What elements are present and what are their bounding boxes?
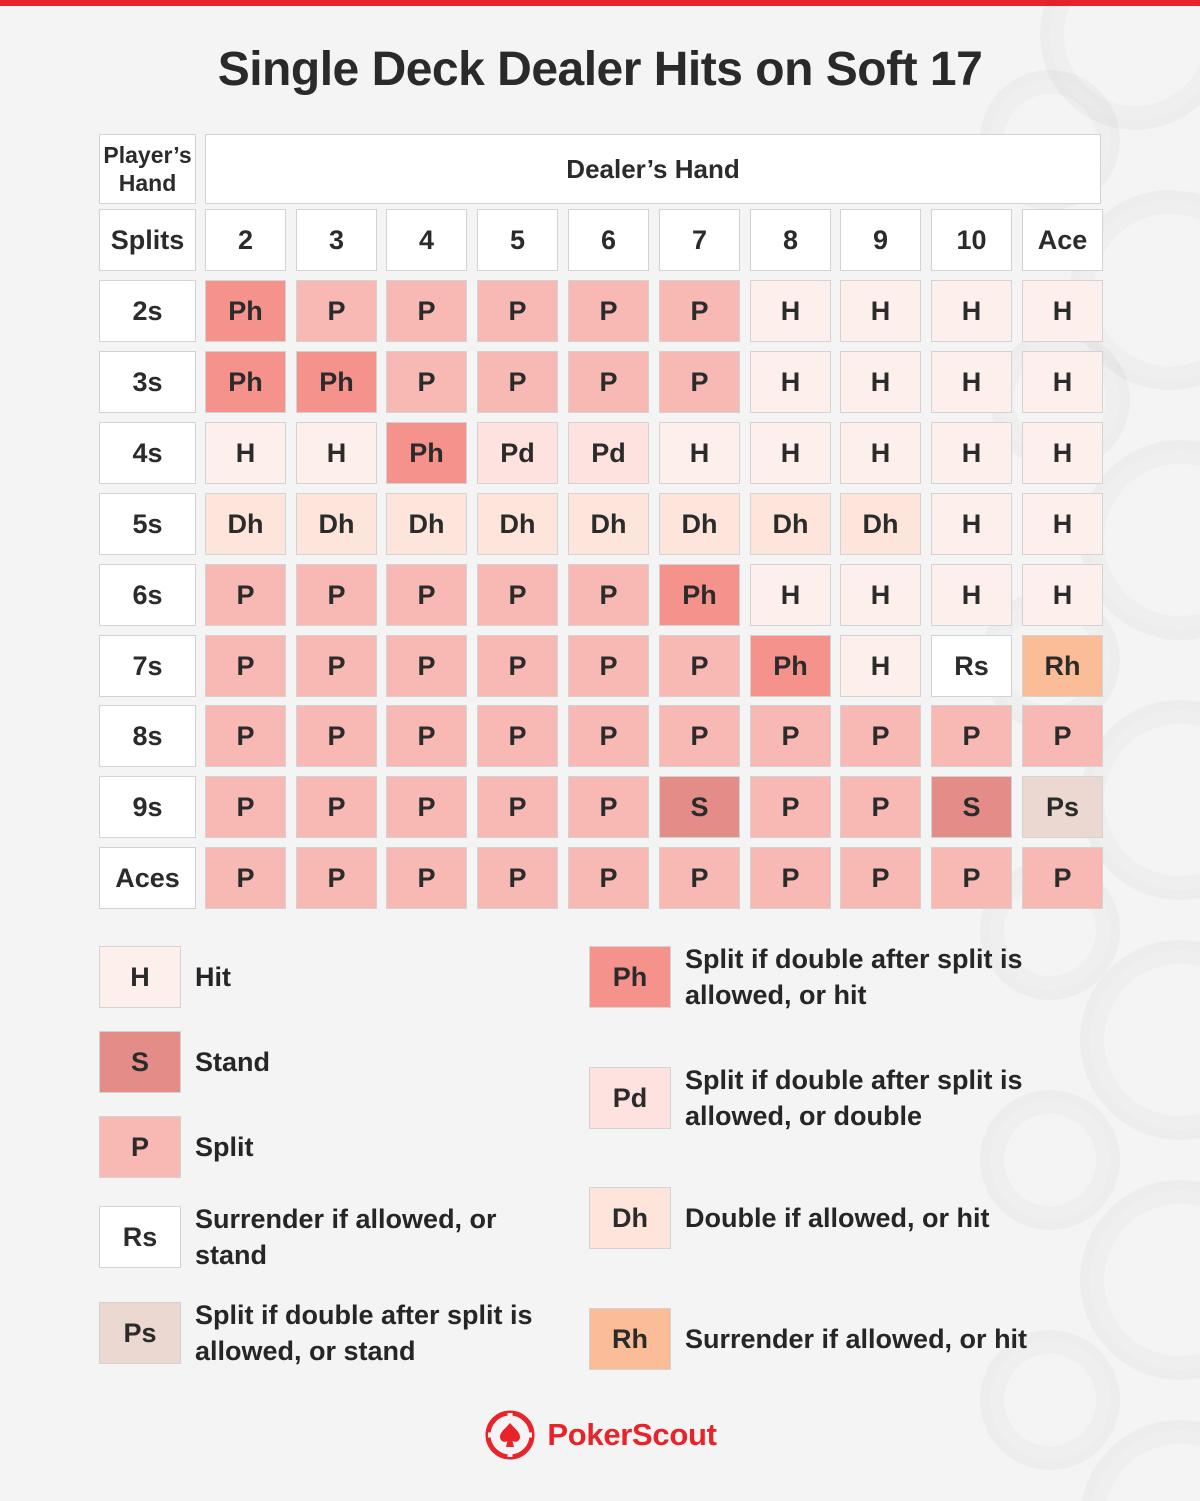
strategy-cell: P [568,776,649,838]
strategy-cell: Dh [750,493,831,555]
dealer-card-header: 9 [840,209,921,271]
strategy-cell: P [659,705,740,767]
legend-description: Double if allowed, or hit [685,1203,990,1233]
dealer-card-header: 2 [205,209,286,271]
strategy-cell: H [931,422,1012,484]
dealer-card-header: 8 [750,209,831,271]
strategy-cell: Rh [1022,635,1103,697]
strategy-cell: Pd [568,422,649,484]
legend-swatch: P [99,1116,181,1178]
strategy-cell: H [750,422,831,484]
legend-swatch: Rs [99,1206,181,1268]
strategy-cell: P [477,635,558,697]
player-hand-label: 7s [99,635,196,697]
strategy-cell: H [1022,564,1103,626]
strategy-cell: P [750,705,831,767]
legend-description: Split if double after split is allowed, or double [685,1065,1023,1131]
strategy-cell: H [840,564,921,626]
strategy-cell: Rs [931,635,1012,697]
strategy-cell: P [386,564,467,626]
strategy-cell: P [205,847,286,909]
strategy-cell: P [568,847,649,909]
strategy-cell: H [840,422,921,484]
chart-title: Single Deck Dealer Hits on Soft 17 [217,43,983,96]
strategy-cell: H [659,422,740,484]
legend-swatch: Rh [589,1308,671,1370]
strategy-cell: P [386,635,467,697]
strategy-cell: P [840,776,921,838]
strategy-cell: P [477,776,558,838]
brand-logo [0,1408,1200,1462]
dealer-card-header: 3 [296,209,377,271]
strategy-cell: Dh [840,493,921,555]
strategy-cell: P [386,280,467,342]
strategy-cell: P [477,705,558,767]
player-hand-label: Aces [99,847,196,909]
dealer-card-header: Ace [1022,209,1103,271]
strategy-cell: H [840,635,921,697]
strategy-cell: P [1022,705,1103,767]
strategy-cell: P [205,776,286,838]
legend-swatch: Ps [99,1302,181,1364]
strategy-cell: H [931,351,1012,413]
strategy-cell: H [1022,351,1103,413]
legend-description: Split if double after split is allowed, or stand [195,1300,533,1366]
legend-description: Split if double after split is allowed, or hit [685,944,1023,1010]
strategy-cell: Ph [386,422,467,484]
strategy-cell: H [205,422,286,484]
strategy-cell: P [659,635,740,697]
strategy-cell: Dh [386,493,467,555]
strategy-cell: H [750,351,831,413]
strategy-cell: P [477,847,558,909]
legend-description: Stand [195,1047,271,1077]
dealer-card-header: 10 [931,209,1012,271]
strategy-cell: P [750,776,831,838]
strategy-cell: P [386,705,467,767]
strategy-cell: Ph [205,280,286,342]
strategy-cell: P [568,564,649,626]
strategy-cell: Ph [296,351,377,413]
strategy-cell: P [568,351,649,413]
player-hand-label: 4s [99,422,196,484]
strategy-cell: P [386,776,467,838]
player-hand-label: 3s [99,351,196,413]
legend-swatch: Pd [589,1067,671,1129]
strategy-cell: S [659,776,740,838]
strategy-cell: S [931,776,1012,838]
strategy-cell: P [568,635,649,697]
strategy-cell: Ps [1022,776,1103,838]
dealer-hand-header: Dealer’s Hand [205,134,1101,204]
strategy-cell: P [568,280,649,342]
strategy-cell: Ph [750,635,831,697]
spade-chip-icon [483,1408,537,1462]
dealer-card-header: 7 [659,209,740,271]
strategy-cell: P [931,847,1012,909]
strategy-cell: P [386,351,467,413]
strategy-cell: P [205,705,286,767]
strategy-cell: H [931,280,1012,342]
strategy-cell: Ph [659,564,740,626]
corner-label: Player’s Hand [99,134,196,204]
strategy-cell: P [386,847,467,909]
dealer-card-header: 5 [477,209,558,271]
player-hand-label: 6s [99,564,196,626]
strategy-cell: H [296,422,377,484]
legend-swatch: Ph [589,946,671,1008]
player-hand-label: 5s [99,493,196,555]
strategy-cell: H [750,280,831,342]
strategy-cell: P [659,351,740,413]
legend-description: Surrender if allowed, or stand [195,1204,497,1270]
strategy-cell: P [840,705,921,767]
strategy-cell: Pd [477,422,558,484]
strategy-cell: P [568,705,649,767]
strategy-cell: Dh [477,493,558,555]
legend-swatch: H [99,946,181,1008]
strategy-cell: P [296,635,377,697]
strategy-cell: P [659,847,740,909]
strategy-cell: P [1022,847,1103,909]
strategy-cell: P [750,847,831,909]
strategy-cell: H [1022,280,1103,342]
strategy-cell: P [477,351,558,413]
legend-description: Surrender if allowed, or hit [685,1324,1028,1354]
strategy-cell: P [296,847,377,909]
strategy-cell: P [477,280,558,342]
splits-header: Splits [99,209,196,271]
legend-description: Hit [195,962,231,992]
strategy-cell: P [840,847,921,909]
strategy-cell: P [296,564,377,626]
strategy-cell: P [205,564,286,626]
strategy-cell: Dh [659,493,740,555]
strategy-cell: H [931,493,1012,555]
legend-description: Split [195,1132,254,1162]
legend-swatch: Dh [589,1187,671,1249]
strategy-cell: H [1022,422,1103,484]
strategy-cell: P [205,635,286,697]
strategy-cell: P [659,280,740,342]
dealer-card-header: 6 [568,209,649,271]
strategy-cell: P [296,280,377,342]
strategy-cell: H [840,351,921,413]
strategy-cell: H [1022,493,1103,555]
player-hand-label: 9s [99,776,196,838]
strategy-cell: H [840,280,921,342]
strategy-cell: Dh [205,493,286,555]
player-hand-label: 2s [99,280,196,342]
strategy-cell: P [931,705,1012,767]
strategy-cell: Ph [205,351,286,413]
strategy-cell: Dh [568,493,649,555]
strategy-cell: H [750,564,831,626]
legend-swatch: S [99,1031,181,1093]
strategy-cell: P [296,705,377,767]
brand-name: PokerScout [547,1417,717,1452]
strategy-cell: P [477,564,558,626]
strategy-cell: Dh [296,493,377,555]
strategy-cell: P [296,776,377,838]
dealer-card-header: 4 [386,209,467,271]
player-hand-label: 8s [99,705,196,767]
strategy-cell: H [931,564,1012,626]
